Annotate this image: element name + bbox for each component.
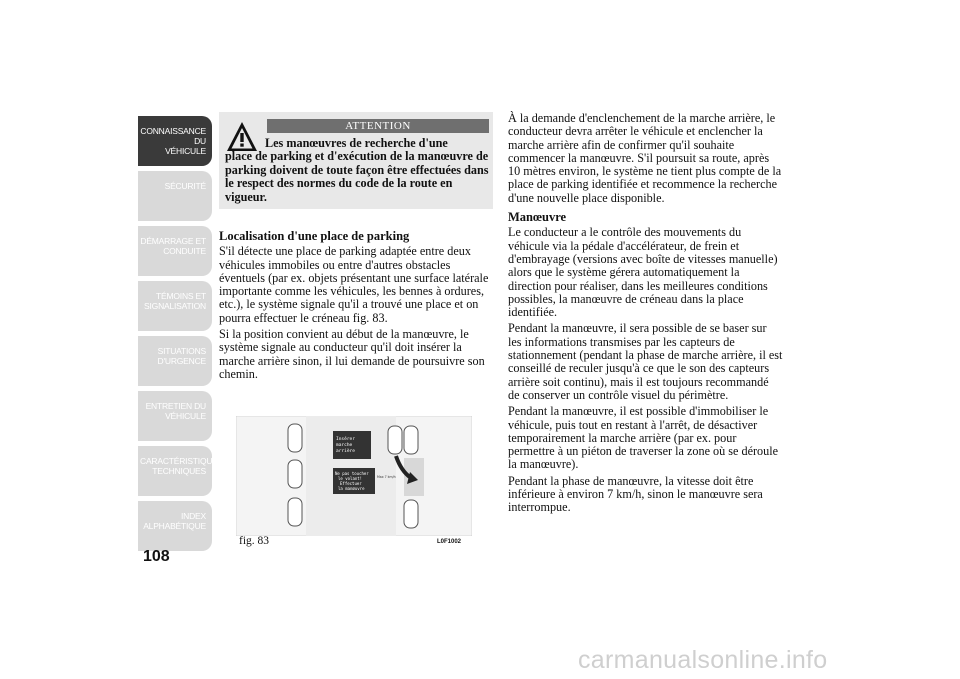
section-heading-localisation: Localisation d'une place de parking xyxy=(219,229,410,243)
section-heading-manoeuvre: Manœuvre xyxy=(508,210,567,225)
svg-text:marche: marche xyxy=(336,443,353,448)
figure-caption: fig. 83 xyxy=(239,535,270,547)
page-number: 108 xyxy=(143,548,170,565)
tab-situations-d-urgence[interactable]: SITUATIONS D'URGENCE xyxy=(138,336,212,386)
svg-text:le volant!: le volant! xyxy=(338,476,363,481)
svg-text:Effectuer: Effectuer xyxy=(340,481,362,486)
figure-code: L0F1002 xyxy=(437,539,462,545)
tab-connaissance-du-vehicule[interactable]: CONNAISSANCE DU VÉHICULE xyxy=(138,116,212,166)
watermark: carmanualsonline.info xyxy=(578,646,828,674)
tab-demarrage-et-conduite[interactable]: DÉMARRAGE ET CONDUITE xyxy=(138,226,212,276)
tab-temoins-et-signalisation[interactable]: TÉMOINS ET SIGNALISATION xyxy=(138,281,212,331)
tab-entretien-du-vehicule[interactable]: ENTRETIEN DU VÉHICULE xyxy=(138,391,212,441)
svg-text:la manœuvre: la manœuvre xyxy=(338,486,365,491)
tab-securite[interactable]: SÉCURITÉ xyxy=(138,171,212,221)
left-column xyxy=(219,230,495,384)
paragraph: Pendant la phase de manœuvre, la vitesse doit être inférieure à environ 7 km/h, sinon le manœuvre sera interrompue. xyxy=(508,473,763,515)
car-icon xyxy=(288,424,302,526)
paragraph: À la demande d'enclenchement de la marche arrière, le conducteur devra arrêter le véhicule et enclencher la marche arrière afin de confirmer qu'il souhaite commencer la manœuvre. S'il poursuit sa route, après 10 mètres environ, le système ne tient plus compte de la place de parking identifiée et recommence la recherche d'une nouvelle place disponible. xyxy=(508,111,782,205)
paragraph: S'il détecte une place de parking adaptée entre deux véhicules immobiles ou entre d'autres obstacles éventuels (par ex. objets présentant une surface latérale importante comme les véhicules, les bennes à ordures, etc.), le système signale qu'il a trouvé une place et on pourra effectuer le créneau fig. 83. xyxy=(219,244,489,325)
parking-diagram xyxy=(236,416,472,536)
paragraph: Si la position convient au début de la manœuvre, le système signale au conducteur qu'il doit insérer la marche arrière sinon, il lui demande de poursuivre son chemin. xyxy=(219,327,485,381)
tab-index-alphabetique[interactable]: INDEX ALPHABÉTIQUE xyxy=(138,501,212,551)
warning-box xyxy=(219,112,493,209)
right-column xyxy=(508,112,783,518)
tab-caracteristiques-techniques[interactable]: CARACTÉRISTIQUES TECHNIQUES xyxy=(138,446,212,496)
paragraph: Pendant la manœuvre, il sera possible de se baser sur les informations transmises par les capteurs de stationnement (pendant la phase de marche arrière, il est conseillé de reculer jusqu'à ce que le son des capteurs arrière soit continu), mais il est toujours recommandé de conserver un contrôle visuel du périmètre. xyxy=(508,321,783,402)
warning-title: ATTENTION xyxy=(267,119,489,133)
svg-text:Ne pas toucher: Ne pas toucher xyxy=(335,471,369,476)
warning-text xyxy=(225,137,489,204)
svg-text:arrière: arrière xyxy=(336,449,355,454)
paragraph: Le conducteur a le contrôle des mouvements du véhicule via la pédale d'accélérateur, de frein et d'embrayage (versions avec boîte de vitesses manuelle) alors que le système gérera automatiquement la direction pour réaliser, dans les meilleures conditions possibles, la manœuvre de créneau dans la place identifiée. xyxy=(508,225,778,320)
warning-text-first-line: Les manœuvres de recherche d'une xyxy=(265,136,448,150)
warning-text-rest: place de parking et d'exécution de la manœuvre de parking doivent de toute façon être effectuées dans le respect des normes du code de la route en vigueur. xyxy=(225,149,489,204)
svg-text:Insérer: Insérer xyxy=(336,437,355,442)
svg-text:Max 7 km/h: Max 7 km/h xyxy=(377,475,396,479)
paragraph: Pendant la manœuvre, il est possible d'immobiliser le véhicule, puis tout en restant à l'arrêt, de désactiver temporairement la marche arrière (par ex. pour permettre à un piéton de traverser la zone où se déroule la manœuvre). xyxy=(508,404,779,472)
